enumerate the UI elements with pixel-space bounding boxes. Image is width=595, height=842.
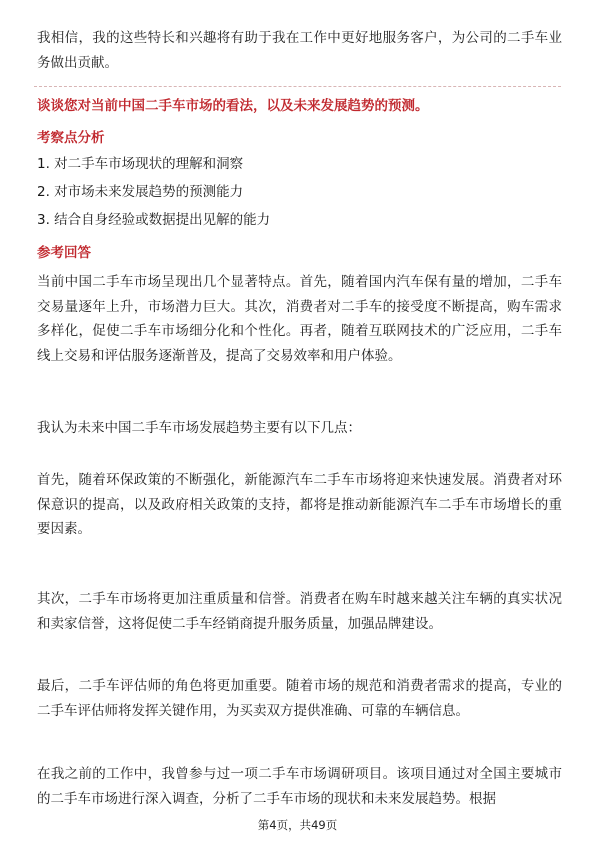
question-title: 谈谈您对当前中国二手车市场的看法，以及未来发展趋势的预测。 — [37, 98, 429, 114]
answer-paragraph-2: 我认为未来中国二手车市场发展趋势主要有以下几点： — [37, 420, 361, 436]
section-divider — [34, 86, 561, 87]
analysis-item-1: 1. 对二手车市场现状的理解和洞察 — [37, 156, 244, 172]
analysis-heading: 考察点分析 — [37, 130, 105, 146]
answer-paragraph-1: 当前中国二手车市场呈现出几个显著特点。首先，随着国内汽车保有量的增加，二手车交易量逐年上升，市场潜力巨大。其次，消费者对二手车的接受度不断提高，购车需求多样化，促使二手车市场细分化和个性化。再者，随着互联网技术的广泛应用，二手车线上交易和评估服务逐渐普及，提高了交易效率和用户体验。 — [37, 274, 562, 364]
answer-heading: 参考回答 — [37, 245, 91, 261]
answer-paragraph-4: 其次，二手车市场将更加注重质量和信誉。消费者在购车时越来越关注车辆的真实状况和卖家信誉，这将促使二手车经销商提升服务质量，加强品牌建设。 — [37, 591, 562, 632]
intro-paragraph: 我相信，我的这些特长和兴趣将有助于我在工作中更好地服务客户，为公司的二手车业务做出贡献。 — [37, 30, 562, 71]
answer-paragraph-3: 首先，随着环保政策的不断强化，新能源汽车二手车市场将迎来快速发展。消费者对环保意识的提高，以及政府相关政策的支持，都将是推动新能源汽车二手车市场增长的重要因素。 — [37, 472, 562, 537]
answer-paragraph-6: 在我之前的工作中，我曾参与过一项二手车市场调研项目。该项目通过对全国主要城市的二手车市场进行深入调查，分析了二手车市场的现状和未来发展趋势。根据 — [37, 766, 562, 807]
analysis-item-3: 3. 结合自身经验或数据提出见解的能力 — [37, 212, 271, 228]
answer-paragraph-5: 最后，二手车评估师的角色将更加重要。随着市场的规范和消费者需求的提高，专业的二手车评估师将发挥关键作用，为买卖双方提供准确、可靠的车辆信息。 — [37, 678, 562, 719]
analysis-item-2: 2. 对市场未来发展趋势的预测能力 — [37, 184, 244, 200]
page-number-footer: 第4页，共49页 — [257, 818, 338, 832]
